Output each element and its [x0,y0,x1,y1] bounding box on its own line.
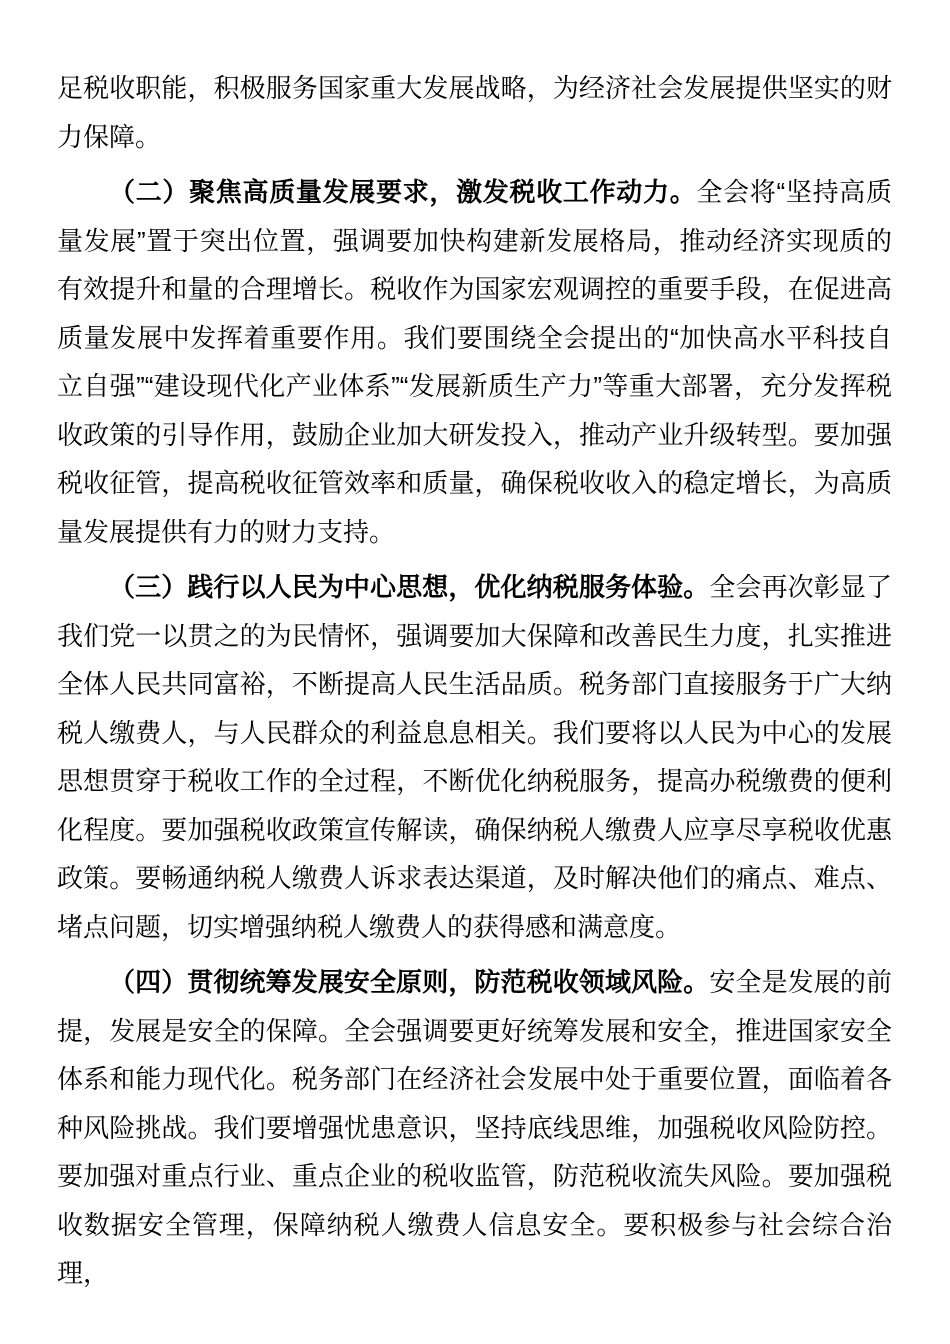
paragraph-section-2 [57,168,892,556]
section-2-heading: （二）聚焦高质量发展要求，激发税收工作动力。 [109,177,697,207]
section-3-heading: （三）践行以人民为中心思想，优化纳税服务体验。 [109,572,710,602]
section-3-body-text: 全会再次彰显了我们党一以贯之的为民情怀，强调要加大保障和改善民生力度，扎实推进全体人民共同富裕，不断提高人民生活品质。税务部门直接服务于广大纳税人缴费人，与人民群众的利益息息相关。我们要将以人民为中心的发展思想贯穿于税收工作的全过程，不断优化纳税服务，提高办税缴费的便利化程度。要加强税收政策宣传解读，确保纳税人缴费人应享尽享税收优惠政策。要畅通纳税人缴费人诉求表达渠道，及时解决他们的痛点、难点、堵点问题，切实增强纳税人缴费人的获得感和满意度。 [57,572,892,942]
section-4-heading: （四）贯彻统筹发展安全原则，防范税收领域风险。 [109,967,710,997]
paragraph-section-4 [57,958,892,1298]
paragraph-continuation-text: 足税收职能，积极服务国家重大发展战略，为经济社会发展提供坚实的财力保障。 [57,73,892,152]
section-4-body-text: 安全是发展的前提，发展是安全的保障。全会强调要更好统筹发展和安全，推进国家安全体系和能力现代化。税务部门在经济社会发展中处于重要位置，面临着各种风险挑战。我们要增强忧患意识，坚持底线思维，加强税收风险防控。要加强对重点行业、重点企业的税收监管，防范税收流失风险。要加强税收数据安全管理，保障纳税人缴费人信息安全。要积极参与社会综合治理， [57,967,892,1288]
section-2-body-text: 全会将“坚持高质量发展”置于突出位置，强调要加快构建新发展格局，推动经济实现质的有效提升和量的合理增长。税收作为国家宏观调控的重要手段，在促进高质量发展中发挥着重要作用。我们要围绕全会提出的“加快高水平科技自立自强”“建设现代化产业体系”“发展新质生产力”等重大部署，充分发挥税收政策的引导作用，鼓励企业加大研发投入，推动产业升级转型。要加强税收征管，提高税收征管效率和质量，确保税收收入的稳定增长，为高质量发展提供有力的财力支持。 [57,177,892,547]
paragraph-section-3 [57,563,892,951]
paragraph-continuation [57,64,892,161]
